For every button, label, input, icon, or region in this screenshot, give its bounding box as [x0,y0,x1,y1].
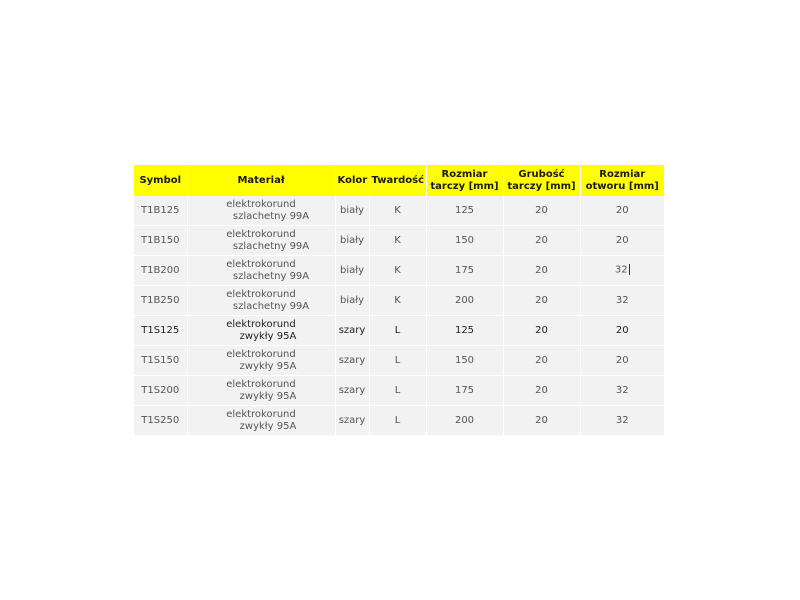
cell-material: elektrokorund zwykły 95A [187,346,335,376]
table-header-row [134,165,664,196]
cell-material: elektrokorund zwykły 95A [187,406,335,436]
cell-material: elektrokorund zwykły 95A [187,376,335,406]
cell-disc-size: 125 [426,316,503,346]
cell-color: szary [335,346,369,376]
header-disc-size: Rozmiar tarczy [mm] [426,165,503,196]
cell-color: szary [335,316,369,346]
header-color: Kolor [335,165,369,196]
cell-hardness: K [369,226,426,256]
table-row [134,286,664,316]
cell-hole-size: 20 [580,196,664,226]
cell-color: biały [335,286,369,316]
cell-hardness: L [369,376,426,406]
cell-hole-size: 20 [580,316,664,346]
product-table [134,165,664,436]
table-row [134,406,664,436]
cell-disc-size: 175 [426,256,503,286]
cell-disc-thickness: 20 [503,376,580,406]
cell-hardness: L [369,406,426,436]
cell-disc-size: 150 [426,346,503,376]
cell-color: szary [335,376,369,406]
cell-symbol: T1S125 [134,316,187,346]
text-cursor [629,264,630,275]
cell-disc-thickness: 20 [503,256,580,286]
cell-material: elektrokorund szlachetny 99A [187,286,335,316]
cell-disc-thickness: 20 [503,346,580,376]
cell-disc-size: 175 [426,376,503,406]
cell-color: szary [335,406,369,436]
cell-disc-thickness: 20 [503,316,580,346]
cell-hole-size: 20 [580,346,664,376]
cell-hole-size: 20 [580,226,664,256]
header-symbol: Symbol [134,165,187,196]
cell-hole-size: 32 [580,376,664,406]
cell-hole-size: 32 [580,406,664,436]
cell-material: elektrokorund szlachetny 99A [187,196,335,226]
cell-color: biały [335,256,369,286]
cell-disc-thickness: 20 [503,286,580,316]
cell-disc-size: 150 [426,226,503,256]
cell-disc-size: 200 [426,406,503,436]
header-material: Materiał [187,165,335,196]
cell-disc-thickness: 20 [503,196,580,226]
cell-material: elektrokorund szlachetny 99A [187,226,335,256]
table-row [134,256,664,286]
cell-color: biały [335,226,369,256]
cell-color: biały [335,196,369,226]
table-row [134,226,664,256]
cell-symbol: T1B125 [134,196,187,226]
table-row [134,376,664,406]
cell-hole-size: 32 [580,286,664,316]
cell-disc-size: 125 [426,196,503,226]
cell-hardness: K [369,256,426,286]
cell-hardness: K [369,196,426,226]
header-hole-size: Rozmiar otworu [mm] [580,165,664,196]
cell-disc-thickness: 20 [503,406,580,436]
cell-disc-thickness: 20 [503,226,580,256]
table-row [134,316,664,346]
header-hardness: Twardość [369,165,426,196]
cell-hardness: L [369,316,426,346]
product-table-container [134,165,664,436]
cell-symbol: T1B200 [134,256,187,286]
table-row [134,196,664,226]
cell-material: elektrokorund zwykły 95A [187,316,335,346]
cell-hole-size[interactable]: 32 [580,256,664,286]
cell-symbol: T1S250 [134,406,187,436]
cell-hardness: K [369,286,426,316]
cell-symbol: T1S150 [134,346,187,376]
cell-disc-size: 200 [426,286,503,316]
cell-material: elektrokorund szlachetny 99A [187,256,335,286]
cell-symbol: T1B250 [134,286,187,316]
table-row [134,346,664,376]
header-disc-thickness: Grubość tarczy [mm] [503,165,580,196]
cell-symbol: T1S200 [134,376,187,406]
cell-symbol: T1B150 [134,226,187,256]
cell-hardness: L [369,346,426,376]
